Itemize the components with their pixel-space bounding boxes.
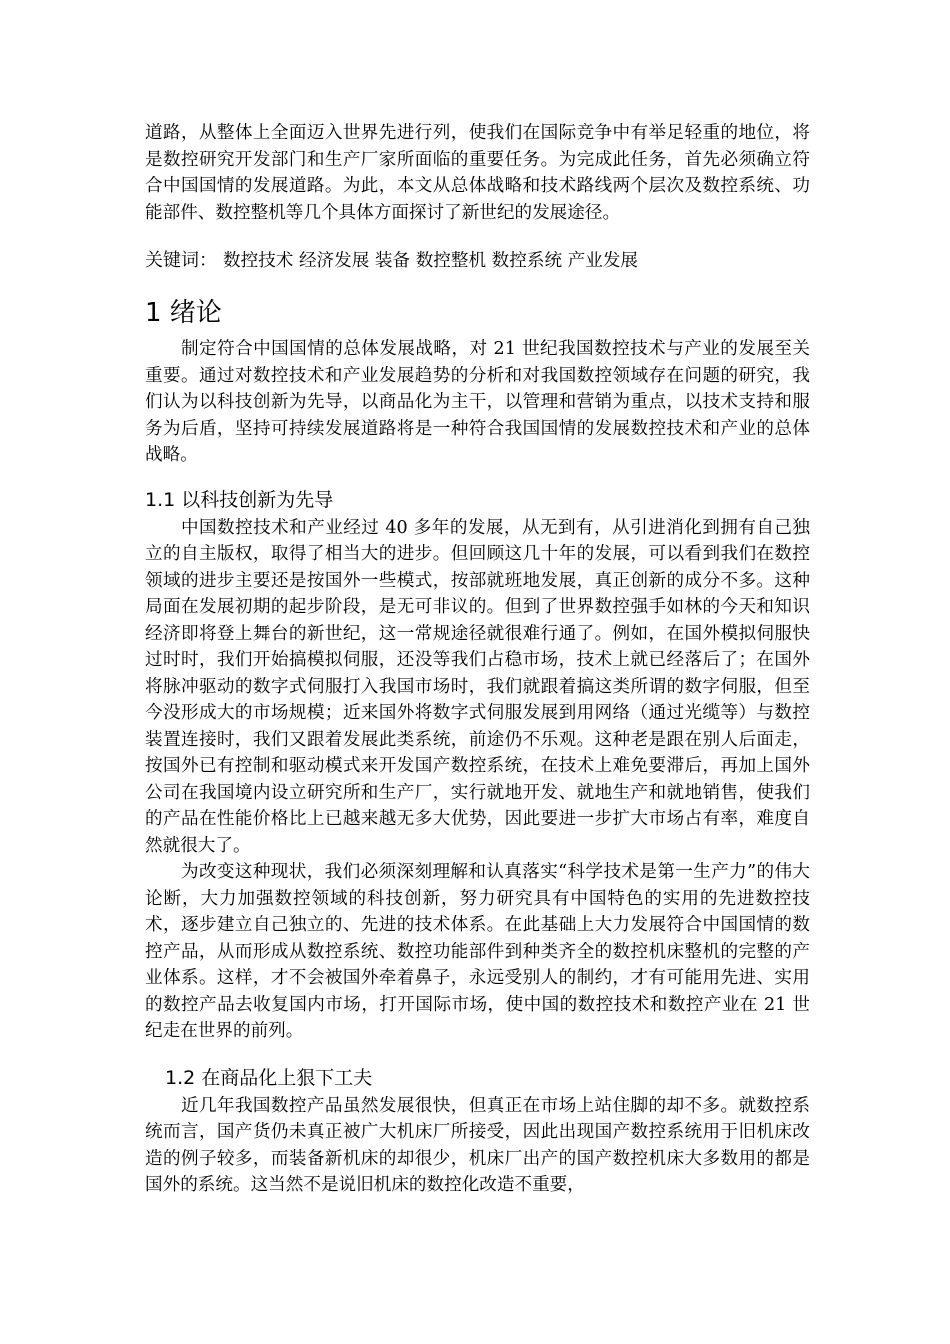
section-1-2-paragraph: 近几年我国数控产品虽然发展很快，但真正在市场上站住脚的却不多。就数控系统而言，国产货仍未真正被广大机床厂所接受，因此出现国产数控系统用于旧机床改造的例子较多，而装备新机床的却很少，机床厂出产的国产数控机床大多数用的都是国外的系统。这当然不是说旧机床的数控化改造不重要，: [145, 1095, 810, 1195]
keywords-list: 数控技术 经济发展 装备 数控整机 数控系统 产业发展: [223, 251, 639, 271]
section-1-1-paragraph-2: 为改变这种现状，我们必须深刻理解和认真落实“科学技术是第一生产力”的伟大论断，大力加强数控领域的科技创新，努力研究具有中国特色的实用的先进数控技术，逐步建立自己独立的、先进的技术体系。在此基础上大力发展符合中国国情的数控产品，从而形成从数控系统、数控功能部件到种类齐全的数控机床整机的完整的产业体系。这样，才不会被国外牵着鼻子，永远受别人的制约，才有可能用先进、实用的数控产品去收复国内市场，打开国际市场，使中国的数控技术和数控产业在 21 世纪走在世界的前列。: [145, 862, 810, 1041]
section-1-2-heading: 1.2 在商品化上狠下工夫: [165, 1066, 373, 1089]
intro-paragraph: 道路，从整体上全面迈入世界先进行列，使我们在国际竞争中有举足轻重的地位，将是数控研究开发部门和生产厂家所面临的重要任务。为完成此任务，首先必须确立符合中国国情的发展道路。为此，本文从总体战略和技术路线两个层次及数控系统、功能部件、数控整机等几个具体方面探讨了新世纪的发展途径。: [145, 123, 810, 223]
section-1-paragraph: 制定符合中国国情的总体发展战略，对 21 世纪我国数控技术与产业的发展至关重要。通过对数控技术和产业发展趋势的分析和对我国数控领域存在问题的研究，我们认为以科技创新为先导，以商品化为主干，以管理和营销为重点，以技术支持和服务为后盾，坚持可持续发展道路将是一种符合我国国情的发展数控技术和产业的总体战略。: [145, 339, 810, 465]
keywords-line: [145, 248, 810, 274]
document-page: [145, 120, 810, 1199]
section-1-1-heading: 1.1 以科技创新为先导: [145, 488, 334, 511]
section-1-heading: 1 绪论: [145, 298, 222, 328]
keywords-label: 关键词：: [145, 250, 217, 271]
section-1-1-paragraph-1: 中国数控技术和产业经过 40 多年的发展，从无到有，从引进消化到拥有自己独立的自主版权，取得了相当大的进步。但回顾这几十年的发展，可以看到我们在数控领域的进步主要还是按国外一些模式，按部就班地发展，真正创新的成分不多。这种局面在发展初期的起步阶段，是无可非议的。但到了世界数控强手如林的今天和知识经济即将登上舞台的新世纪，这一常规途径就很难行通了。例如，在国外模拟伺服快过时时，我们开始搞模拟伺服，还没等我们占稳市场，技术上就已经落后了；在国外将脉冲驱动的数字式伺服打入我国市场时，我们就跟着搞这类所谓的数字伺服，但至今没形成大的市场规模；近来国外将数字式伺服发展到用网络（通过光缆等）与数控装置连接时，我们又跟着发展此类系统，前途仍不乐观。这种老是跟在别人后面走，按国外已有控制和驱动模式来开发国产数控系统，在技术上难免要滞后，再加上国外公司在我国境内设立研究所和生产厂，实行就地开发、就地生产和就地销售，使我们的产品在性能价格比上已越来越无多大优势，因此要进一步扩大市场占有率，难度自然就很大了。: [145, 517, 810, 856]
